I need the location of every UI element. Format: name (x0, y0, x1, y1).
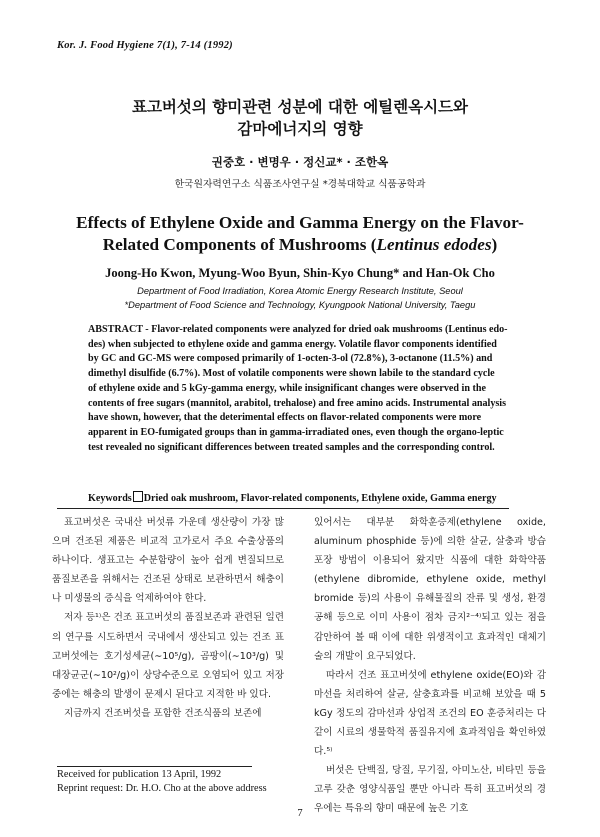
footnote-rule (57, 766, 252, 767)
english-title-line2-suffix: ) (491, 235, 498, 254)
body-paragraph: 따라서 건조 표고버섯에 ethylene oxide(EO)와 감마선을 처리하여 살균, 살충효과를 비교해 보았을 때 5 kGy 정도의 감마선과 상업적 조건의 EO 훈증처리는 다같이 시료의 생물학적 품질유지에 효과적임을 확인하였다.⁵⁾ (314, 669, 546, 758)
keywords-rule (57, 508, 509, 509)
footnote-reprint: Reprint request: Dr. H.O. Cho at the above address (57, 783, 267, 794)
english-title-line2 (60, 234, 540, 256)
abstract-line: des) when subjected to ethylene oxide and gamma energy. Volatile flavor components identified (88, 338, 497, 350)
body-paragraph: 있어서는 대부분 화학훈증제(ethylene oxide, aluminum phosphide 등)에 의한 살균, 살충과 방습포장 방법이 이용되어 왔지만 식품에 대한 화학약품(ethylene dibromide, ethylene oxide, methyl bromide 등)의 사용이 유해물질의 잔류 및 생성, 환경공해 등으로 이미 사용이 점차 금지²⁻⁴⁾되고 있는 점을 감안하여 볼 때 이에 대한 위생적이고 효과적인 대체기술의 개발이 요구되었다. (314, 517, 546, 662)
abstract-line: test revealed no significant differences between treated samples and the corresponding control. (88, 441, 495, 453)
korean-title-line2: 감마에너지의 영향 (237, 120, 363, 138)
body-paragraph: 지금까지 건조버섯을 포함한 건조식품의 보존에 (64, 707, 262, 719)
english-title-line2-prefix: Related Components of Mushrooms ( (102, 235, 377, 254)
abstract-line: of ethylene oxide and 5 kGy-gamma energy, while insignificant changes were observed in the (88, 382, 486, 394)
abstract-line: dimethyl disulfide (6.7%). Most of volatile components were shown labile to the standard cycle (88, 368, 495, 380)
korean-affiliation: 한국원자력연구소 식품조사연구실 *경북대학교 식품공학과 (174, 179, 426, 190)
korean-title (60, 96, 540, 140)
english-affiliation-2: *Department of Food Science and Technology, Kyungpook National University, Taegu (124, 300, 476, 310)
page-number: 7 (297, 808, 303, 819)
footnote-received: Received for publication 13 April, 1992 (57, 769, 222, 780)
body-left-column (52, 513, 284, 723)
abstract-line: apparent in EO-fumigated groups than in gamma-irradiated ones, even though the organo-leptic (88, 426, 504, 438)
english-affiliation-1: Department of Food Irradiation, Korea Atomic Energy Research Institute, Seoul (137, 286, 463, 296)
abstract (88, 323, 508, 455)
english-title-line1: Effects of Ethylene Oxide and Gamma Energy on the Flavor- (76, 213, 524, 232)
journal-header: Kor. J. Food Hygiene 7(1), 7-14 (1992) (57, 40, 233, 51)
english-title (60, 212, 540, 256)
korean-authors: 권중호 · 변명우 · 정신교* · 조한옥 (211, 155, 389, 169)
english-authors: Joong-Ho Kwon, Myung-Woo Byun, Shin-Kyo Chung* and Han-Ok Cho (105, 266, 495, 280)
korean-title-line1: 표고버섯의 향미관련 성분에 대한 에틸렌옥시드와 (131, 98, 469, 116)
body-paragraph: 저자 등¹⁾은 건조 표고버섯의 품질보존과 관련된 일련의 연구를 시도하면서 국내에서 생산되고 있는 건조 표고버섯에는 호기성세균(∼10⁵/g), 곰팡이(∼10³/g) 및 대장균군(∼10²/g)이 상당수준으로 오염되어 있고 저장 중에는 해충의 발생이 문제시 된다고 지적한 바 있다. (52, 612, 284, 700)
body-paragraph: 표고버섯은 국내산 버섯류 가운데 생산량이 가장 많으며 건조된 제품은 비교적 고가로서 주요 수출상품의 하나이다. 생표고는 수분함량이 높아 쉽게 변질되므로 품질보존을 위해서는 건조된 상태로 보관하면서 해충이나 미생물의 증식을 억제하여야 한다. (52, 517, 284, 605)
abstract-line: contents of free sugars (mannitol, arabitol, trehalose) and free amino acids. Instrumental analysis (88, 397, 507, 409)
abstract-line: have shown, however, that the deterimental effects on flavor-related components were more (88, 412, 482, 424)
abstract-line: by GC and GC-MS were composed primarily of 1-octen-3-ol (72.8%), 3-octanone (11.5%) and (88, 353, 493, 365)
body-right-column (314, 513, 546, 819)
keywords (88, 491, 518, 504)
box-glyph-icon (133, 491, 143, 502)
keywords-label: Keywords (88, 493, 132, 504)
species-name: Lentinus edodes (376, 235, 492, 254)
abstract-line: ABSTRACT - Flavor-related components were analyzed for dried oak mushrooms (Lentinus edo- (88, 324, 508, 335)
body-paragraph: 버섯은 단백질, 당질, 무기질, 아미노산, 비타민 등을 고루 갖춘 영양식품일 뿐만 아니라 특히 표고버섯의 경우에는 특유의 향미 때문에 높은 기호 (314, 765, 546, 815)
keywords-text: Dried oak mushroom, Flavor-related components, Ethylene oxide, Gamma energy (143, 493, 497, 504)
